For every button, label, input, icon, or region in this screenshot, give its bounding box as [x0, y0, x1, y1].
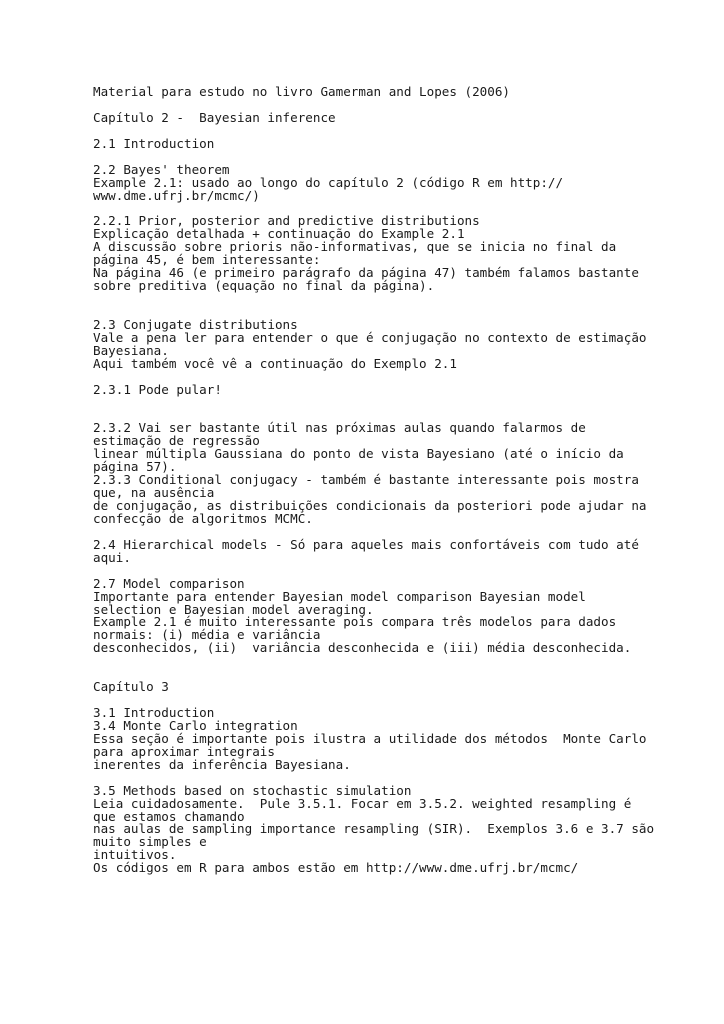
text-line: Bayesiana. [93, 342, 169, 358]
text-line: 3.1 Introduction [93, 705, 215, 720]
text-line: 2.2.1 Prior, posterior and predictive distributions [93, 213, 480, 229]
text-line: Leia cuidadosamente. Pule 3.5.1. Focar em 3.5.2. weighted resampling é [93, 795, 632, 811]
text-line: normais: (i) média e variância [93, 627, 321, 643]
text-line: Capítulo 3 [93, 679, 169, 695]
text-line: intuitivos. [93, 847, 177, 863]
text-line: selection e Bayesian model averaging. [93, 601, 374, 617]
text-line: 2.7 Model comparison [93, 575, 245, 591]
text-line: aqui. [93, 549, 131, 565]
text-line: 3.4 Monte Carlo integration [93, 717, 298, 733]
text-line: Capítulo 2 - Bayesian inference [93, 109, 336, 125]
text-line: Na página 46 (e primeiro parágrafo da página 47) também falamos bastante [93, 265, 639, 281]
text-line: Explicação detalhada + continuação do Example 2.1 [93, 226, 465, 242]
blank-line [93, 668, 713, 681]
text-line: 2.4 Hierarchical models - Só para aqueles mais confortáveis com tudo até [93, 536, 639, 552]
text-line: página 57). [93, 459, 177, 475]
text-line: para aproximar integrais [93, 743, 275, 759]
blank-line [93, 293, 713, 306]
text-line: de conjugação, as distribuições condicionais da posteriori pode ajudar na [93, 498, 647, 513]
text-line: inerentes da inferência Bayesiana. [93, 756, 351, 772]
text-line: Essa seção é importante pois ilustra a utilidade dos métodos Monte Carlo [93, 730, 647, 746]
text-line: estimação de regressão [93, 433, 260, 449]
text-line: desconhecidos, (ii) variância desconhecida e (iii) média desconhecida. [93, 640, 632, 656]
text-line: Aqui também você vê a continuação do Exemplo 2.1 [93, 355, 457, 371]
text-line: Os códigos em R para ambos estão em http://www.dme.ufrj.br/mcmc/ [93, 860, 579, 876]
text-line: sobre preditiva (equação no final da página). [93, 278, 435, 294]
text-line: Vale a pena ler para entender o que é conjugação no contexto de estimação [93, 329, 647, 345]
text-line: que, na ausência [93, 485, 215, 501]
text-line: 3.5 Methods based on stochastic simulation [93, 782, 412, 798]
text-line: 2.3 Conjugate distributions [93, 316, 298, 332]
study-notes-text [93, 86, 713, 875]
text-line: 2.3.3 Conditional conjugacy - também é bastante interessante pois mostra [93, 472, 639, 488]
text-line: 2.3.1 Pode pular! [93, 381, 222, 397]
blank-line [93, 397, 713, 410]
text-line: 2.3.2 Vai ser bastante útil nas próximas aulas quando falarmos de [93, 420, 586, 436]
text-line: nas aulas de sampling importance resampling (SIR). Exemplos 3.6 e 3.7 são [93, 821, 655, 837]
text-line: 2.2 Bayes' theorem [93, 161, 230, 177]
blank-line [93, 655, 713, 668]
text-line: Example 2.1: usado ao longo do capítulo 2 (código R em http:// [93, 174, 564, 190]
text-line: muito simples e [93, 834, 207, 850]
text-line: página 45, é bem interessante: [93, 252, 321, 268]
text-line: Material para estudo no livro Gamerman and Lopes (2006) [93, 84, 511, 99]
text-line: Importante para entender Bayesian model comparison Bayesian model [93, 588, 586, 604]
text-line: que estamos chamando [93, 808, 245, 824]
text-line: Example 2.1 é muito interessante pois compara três modelos para dados [93, 614, 617, 630]
text-line: linear múltipla Gaussiana do ponto de vista Bayesiano (até o início da [93, 446, 624, 462]
text-line: confecção de algoritmos MCMC. [93, 510, 313, 526]
text-line: A discussão sobre prioris não-informativas, que se inicia no final da [93, 239, 617, 255]
text-line: www.dme.ufrj.br/mcmc/) [93, 187, 260, 203]
text-line: 2.1 Introduction [93, 135, 215, 151]
